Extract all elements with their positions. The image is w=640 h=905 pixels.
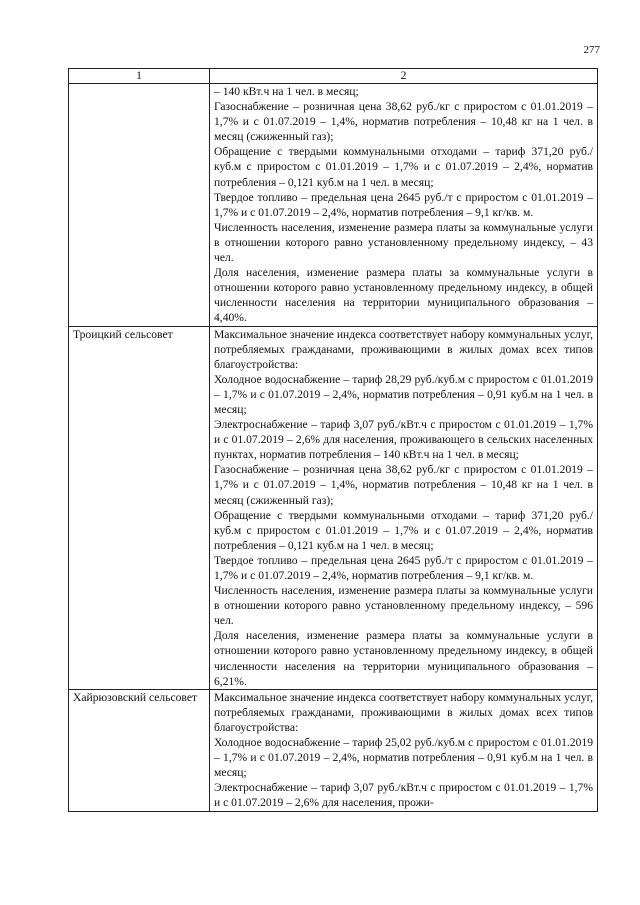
paragraph: Холодное водоснабжение – тариф 28,29 руб./куб.м с приростом с 01.01.2019 – 1,7% и с 01.07.2019 – 2,4%, норматив потребления – 0,91 куб.м на 1 чел. в месяц;: [214, 372, 593, 416]
paragraph: – 140 кВт.ч на 1 чел. в месяц;: [214, 85, 359, 98]
data-table: [68, 68, 598, 812]
column-header-1: 1: [69, 69, 210, 84]
paragraph: Твердое топливо – предельная цена 2645 руб./т с приростом с 01.01.2019 – 1,7% и с 01.07.2019 – 2,4%, норматив потребления – 9,1 кг/кв. м.: [214, 553, 593, 582]
paragraph: Доля населения, изменение размера платы за коммунальные услуги в отношении которого равно установленному предельному индексу, в общей численности населения на территории муниципального образования – 4,40%.: [214, 266, 593, 325]
paragraph: Твердое топливо – предельная цена 2645 руб./т с приростом с 01.01.2019 – 1,7% и с 01.07.2019 – 2,4%, норматив потребления – 9,1 кг/кв. м.: [214, 190, 593, 219]
municipality-cell: Хайрюзовский сельсовет: [69, 689, 210, 811]
paragraph: Максимальное значение индекса соответствует набору коммунальных услуг, потребляемых гражданами, проживающими в жилых домах всех типов благоустройства:: [214, 327, 593, 371]
paragraph: Электроснабжение – тариф 3,07 руб./кВт.ч с приростом с 01.01.2019 – 1,7% и с 01.07.2019 – 2,6% для населения, проживающего в сельских населенных пунктах, норматив потребления – 140 кВт.ч на 1 чел. в месяц;: [214, 418, 593, 462]
description-cell: [210, 326, 598, 689]
paragraph: Холодное водоснабжение – тариф 25,02 руб./куб.м с приростом с 01.01.2019 – 1,7% и с 01.07.2019 – 2,4%, норматив потребления – 0,91 куб.м на 1 чел. в месяц;: [214, 736, 593, 780]
table-row: [69, 326, 598, 689]
paragraph: Обращение с твердыми коммунальными отходами – тариф 371,20 руб./куб.м с приростом с 01.01.2019 – 1,7% и с 01.07.2019 – 2,4%, норматив потребления – 0,121 куб.м на 1 чел. в месяц;: [214, 508, 593, 552]
table-header-row: [69, 69, 598, 84]
paragraph: Обращение с твердыми коммунальными отходами – тариф 371,20 руб./куб.м с приростом с 01.01.2019 – 1,7% и с 01.07.2019 – 2,4%, норматив потребления – 0,121 куб.м на 1 чел. в месяц;: [214, 145, 593, 189]
municipality-cell: Троицкий сельсовет: [69, 326, 210, 689]
description-cell: [210, 689, 598, 811]
table-row: [69, 689, 598, 811]
paragraph: Газоснабжение – розничная цена 38,62 руб./кг с приростом с 01.01.2019 – 1,7% и с 01.07.2019 – 1,4%, норматив потребления – 10,48 кг на 1 чел. в месяц (сжиженный газ);: [214, 463, 593, 507]
page-number: 277: [583, 44, 600, 56]
municipality-cell: [69, 84, 210, 327]
paragraph: Электроснабжение – тариф 3,07 руб./кВт.ч с приростом с 01.01.2019 – 1,7% и с 01.07.2019 – 2,6% для населения, прожи-: [214, 781, 593, 810]
description-cell: [210, 84, 598, 327]
paragraph: Газоснабжение – розничная цена 38,62 руб./кг с приростом с 01.01.2019 – 1,7% и с 01.07.2019 – 1,4%, норматив потребления – 10,48 кг на 1 чел. в месяц (сжиженный газ);: [214, 100, 593, 144]
paragraph: Численность населения, изменение размера платы за коммунальные услуги в отношении которого равно установленному предельному индексу, – 596 чел.: [214, 584, 593, 628]
paragraph: Доля населения, изменение размера платы за коммунальные услуги в отношении которого равно установленному предельному индексу, в общей численности населения на территории муниципального образования – 6,21%.: [214, 629, 593, 688]
paragraph: Максимальное значение индекса соответствует набору коммунальных услуг, потребляемых гражданами, проживающими в жилых домах всех типов благоустройства:: [214, 690, 593, 734]
table-row: [69, 84, 598, 327]
column-header-2: 2: [210, 69, 598, 84]
paragraph: Численность населения, изменение размера платы за коммунальные услуги в отношении которого равно установленному предельному индексу, – 43 чел.: [214, 220, 593, 265]
